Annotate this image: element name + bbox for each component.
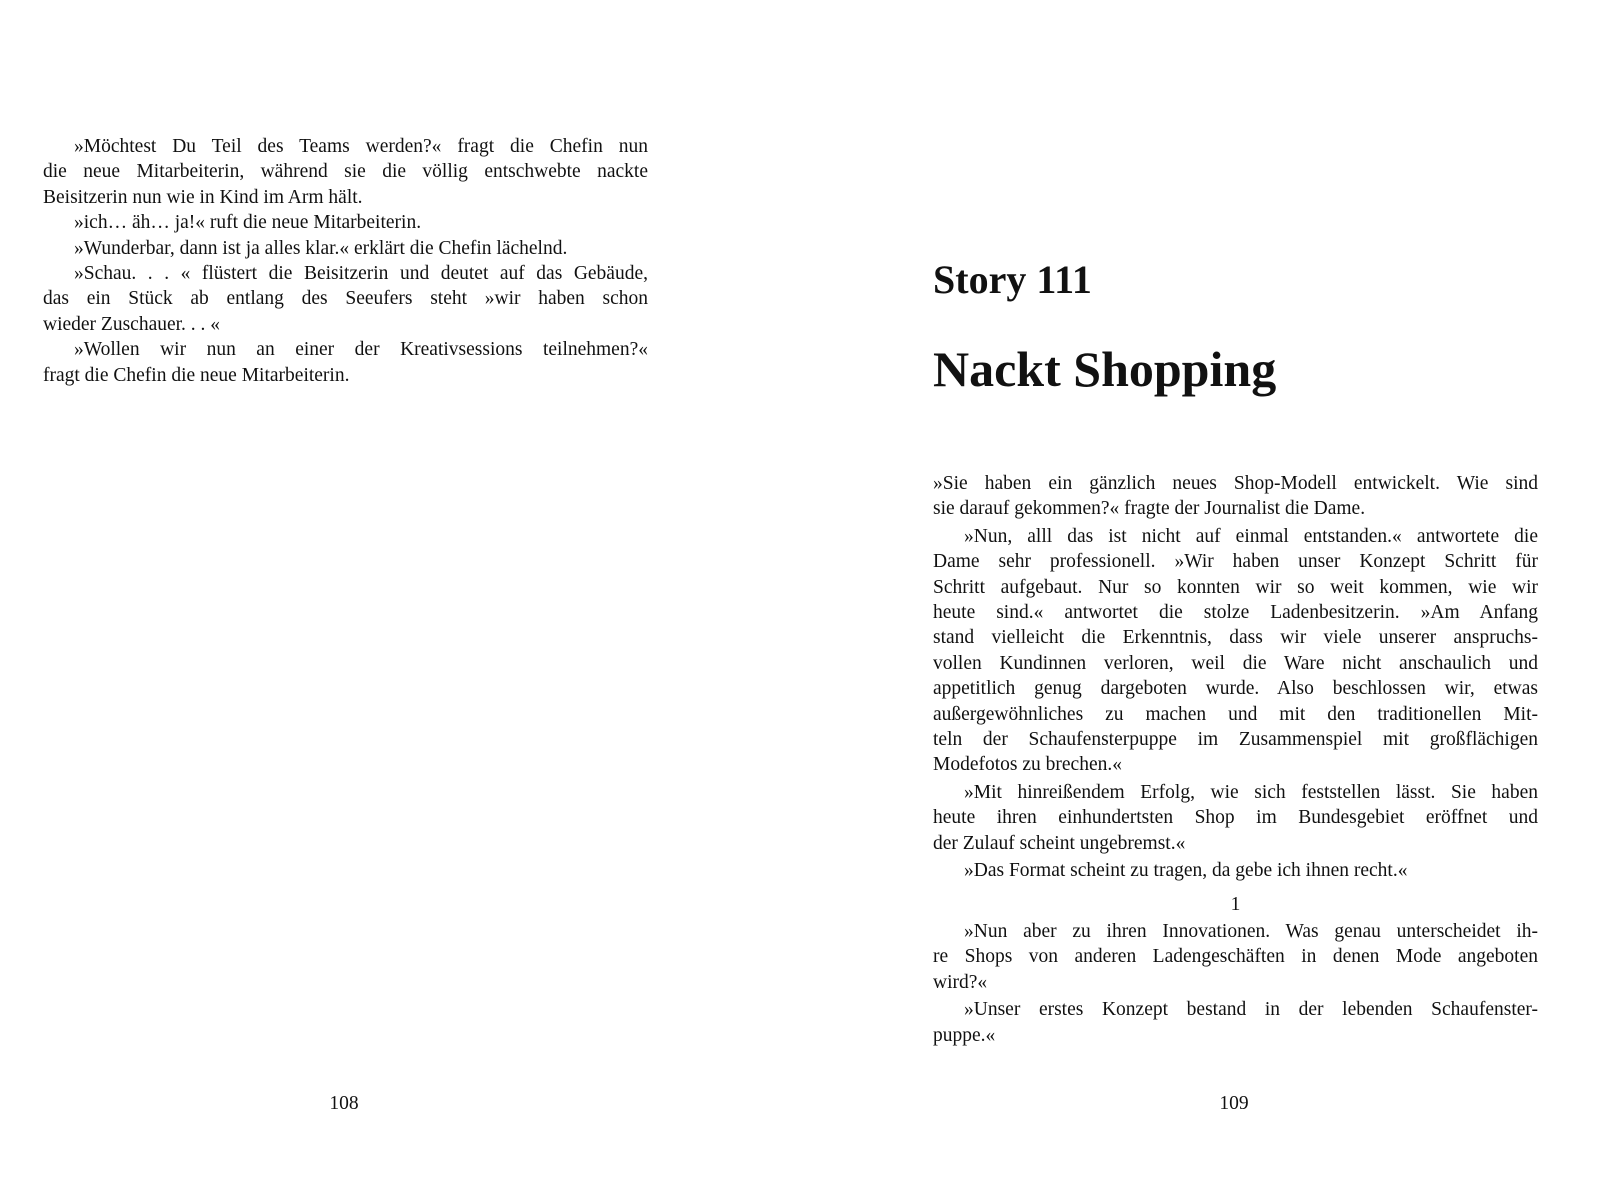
text-line: puppe.« (933, 1024, 996, 1046)
text-line: »Das Format scheint zu tragen, da gebe ich ihnen recht.« (964, 860, 1408, 882)
text-line: »Möchtest Du Teil des Teams werden?« fragt die Chefin nun (74, 136, 648, 157)
text-line: »Mit hinreißendem Erfolg, wie sich feststellen lässt. Sie haben (964, 781, 1538, 803)
right-page-text (933, 471, 1538, 1048)
text-line: »Unser erstes Konzept bestand in der lebenden Schaufenster- (964, 999, 1538, 1021)
text-line: Dame sehr professionell. »Wir haben unser Konzept Schritt für (933, 551, 1538, 573)
text-line: »Sie haben ein gänzlich neues Shop-Modell entwickelt. Wie sind (933, 473, 1538, 494)
text-line: der Zulauf scheint ungebremst.« (933, 832, 1186, 854)
story-title-heading: Nackt Shopping (933, 341, 1277, 397)
text-line: appetitlich genug dargeboten wurde. Also beschlossen wir, etwas (933, 678, 1538, 700)
text-line: Schritt aufgebaut. Nur so konnten wir so weit kommen, wie wir (933, 576, 1538, 598)
text-line: »Wollen wir nun an einer der Kreativsessions teilnehmen?« (74, 339, 648, 361)
page-number-right: 109 (1219, 1093, 1249, 1114)
section-break-number: 1 (1230, 893, 1241, 915)
text-line: »Nun aber zu ihren Innovationen. Was genau unterscheidet ih- (964, 920, 1538, 942)
text-line: »Nun, alll das ist nicht auf einmal entstanden.« antwortete die (964, 525, 1538, 547)
text-line: die neue Mitarbeiterin, während sie die völlig entschwebte nackte (43, 161, 648, 183)
text-line: sie darauf gekommen?« fragte der Journalist die Dame. (933, 498, 1366, 520)
text-line: wird?« (933, 971, 988, 993)
text-line: teln der Schaufensterpuppe im Zusammenspiel mit großflächigen (933, 729, 1538, 751)
text-line: das ein Stück ab entlang des Seeufers steht »wir haben schon (43, 288, 648, 310)
text-line: heute sind.« antwortet die stolze Ladenbesitzerin. »Am Anfang (933, 602, 1538, 624)
story-number-heading: Story 111 (933, 257, 1092, 302)
text-line: heute ihren einhundertsten Shop im Bundesgebiet eröffnet und (933, 807, 1538, 829)
text-line: fragt die Chefin die neue Mitarbeiterin. (43, 364, 350, 386)
text-line: Modefotos zu brechen.« (933, 754, 1122, 776)
text-line: re Shops von anderen Ladengeschäften in denen Mode angeboten (933, 946, 1538, 968)
text-line: Beisitzerin nun wie in Kind im Arm hält. (43, 186, 363, 208)
text-line: vollen Kundinnen verloren, weil die Ware nicht anschaulich und (933, 652, 1538, 674)
page-number-left: 108 (329, 1093, 359, 1114)
text-line: wieder Zuschauer. . . « (43, 313, 221, 335)
text-line: »Wunderbar, dann ist ja alles klar.« erklärt die Chefin lächelnd. (74, 237, 568, 259)
text-line: stand vielleicht die Erkenntnis, dass wir viele unserer anspruchs- (933, 627, 1538, 649)
text-line: »ich… äh… ja!« ruft die neue Mitarbeiterin. (74, 212, 422, 234)
text-line: außergewöhnliches zu machen und mit den traditionellen Mit- (933, 703, 1538, 725)
left-page-text (43, 134, 648, 388)
text-line: »Schau. . . « flüstert die Beisitzerin und deutet auf das Gebäude, (74, 263, 648, 285)
